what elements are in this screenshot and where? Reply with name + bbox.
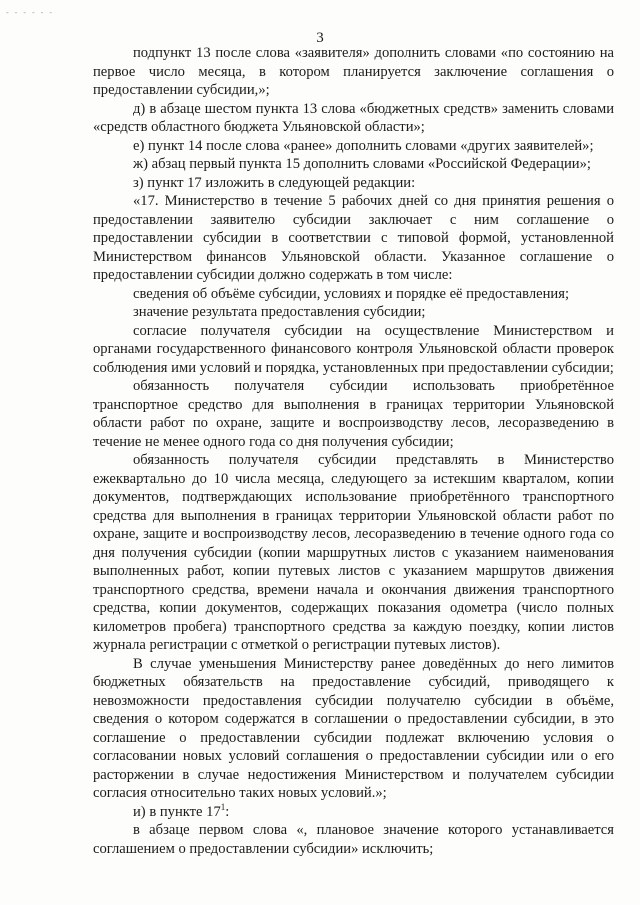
paragraph: «17. Министерство в течение 5 рабочих дней со дня принятия решения о предоставлении заявителю субсидии заключает с ним соглашение о предоставлении субсидии в соответствии с типовой формой, установленной Министерством финансов Ульяновской области. Указанное соглашение о предоставлении субсидии должно содержать в том числе: [93,193,614,283]
paragraph: ж) абзац первый пункта 15 дополнить словами «Российской Федерации»; [133,156,591,172]
paragraph: д) в абзаце шестом пункта 13 слова «бюджетных средств» заменить словами «средств областного бюджета Ульяновской области»; [93,100,614,135]
paragraph: сведения об объёме субсидии, условиях и порядке её предоставления; [133,285,570,302]
document-body [93,44,614,858]
paragraph-point-17-1 [93,803,614,822]
paragraph: е) пункт 14 после слова «ранее» дополнить словами «других заявителей»; [133,137,594,154]
paragraph-suffix: : [225,803,230,820]
paragraph: в абзаце первом слова «, плановое значение которого устанавливается соглашением о предоставлении субсидии» исключить; [93,822,614,857]
paragraph: обязанность получателя субсидии использовать приобретённое транспортное средство для выполнения в границах территории Ульяновской области работ по охране, защите и воспроизводству лесов, лесоразведению в течение не менее одного года со дня получения субсидии; [93,378,614,450]
paragraph: з) пункт 17 изложить в следующей редакции: [133,174,416,191]
paragraph: В случае уменьшения Министерству ранее доведённых до него лимитов бюджетных обязательств на предоставление субсидий, приводящего к невозможности предоставления субсидии получателю субсидии в объёме, сведения о котором содержатся в соглашении о предоставлении субсидии, в это соглашение о предоставлении субсидии подлежат включению условия о согласовании новых условий соглашения о предоставлении субсидии или о его расторжении в случае недостижения Министерством и получателем субсидии согласия относительно таких новых условий.»; [93,655,614,801]
paragraph: согласие получателя субсидии на осуществление Министерством и органами государственного финансового контроля Ульяновской области проверок соблюдения ими условий и порядка, установленных при предоставлении субсидии; [93,322,614,376]
paragraph-prefix: и) в пункте 17 [133,803,221,820]
paragraph: обязанность получателя субсидии представлять в Министерство ежеквартально до 10 числа месяца, следующего за истекшим кварталом, копии документов, подтверждающих использование приобретённого транспортного средства для выполнения в границах территории Ульяновской области работ по охране, защите и воспроизводству лесов, лесоразведению в течение одного года со дня получения субсидии (копии маршрутных листов с указанием наименования выполненных работ, копии путевых листов с указанием маршрутов движения транспортного средства, времени начала и окончания движения транспортного средства, копии документов, содержащих показания одометра (число полных километров пробега) транспортного средства за каждую поездку, копии листов журнала регистрации с отметкой о регистрации путевых листов). [93,452,614,653]
paragraph: значение результата предоставления субсидии; [133,304,426,320]
page-number: 3 [316,30,324,46]
paragraph: подпункт 13 после слова «заявителя» дополнить словами «по состоянию на первое число месяца, в котором планируется заключение соглашения о предоставлении субсидии,»; [93,45,614,98]
superscript: 1 [220,801,226,812]
scan-corner-marks: - - - - - - [6,8,54,17]
